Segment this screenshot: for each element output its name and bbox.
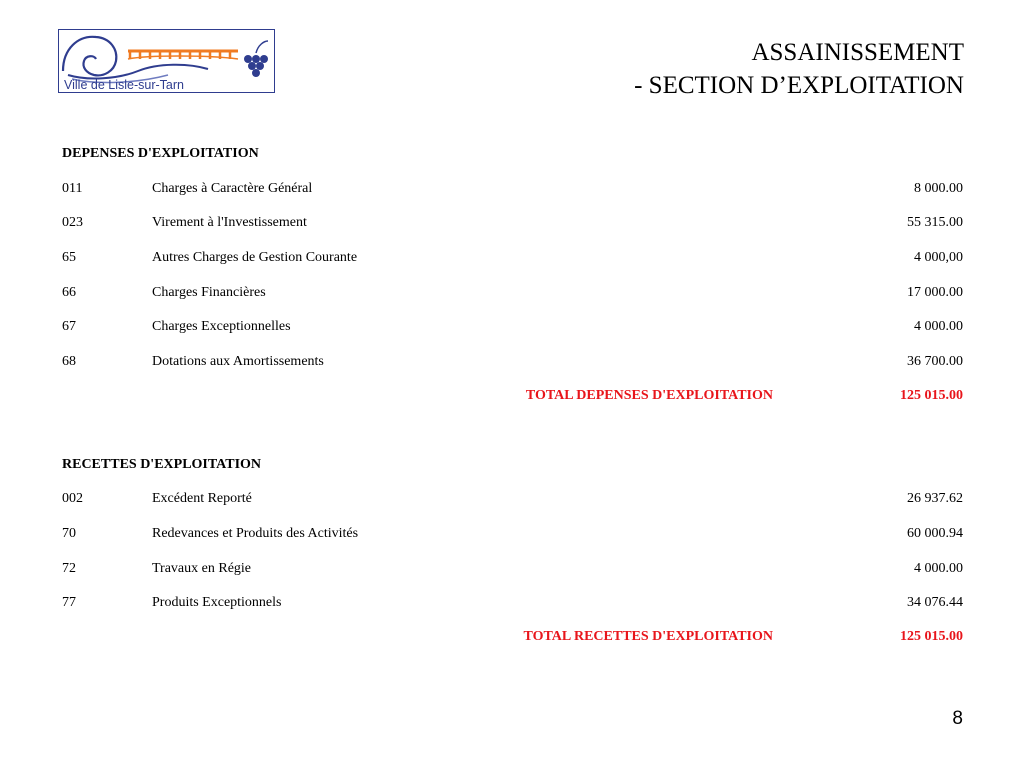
row-label: Travaux en Régie <box>152 561 252 576</box>
row-amount: 4 000,00 <box>914 250 963 265</box>
logo-text: Ville de Lisle-sur-Tarn <box>64 78 184 92</box>
table-row <box>62 525 963 543</box>
row-code: 023 <box>62 215 83 230</box>
row-amount: 4 000.00 <box>914 561 963 576</box>
city-logo <box>58 29 275 93</box>
depenses-total-row <box>62 387 963 405</box>
table-row <box>62 560 963 578</box>
row-label: Excédent Reporté <box>152 491 252 506</box>
row-amount: 34 076.44 <box>907 595 963 610</box>
row-label: Redevances et Produits des Activités <box>152 526 359 541</box>
row-amount: 36 700.00 <box>907 354 963 369</box>
title-line-2: - SECTION D’EXPLOITATION <box>634 72 964 99</box>
row-code: 002 <box>62 491 83 506</box>
row-code: 68 <box>62 354 76 369</box>
title-line-1: ASSAINISSEMENT <box>751 39 964 66</box>
table-row <box>62 594 963 612</box>
row-label: Charges Financières <box>152 285 266 300</box>
total-label: TOTAL RECETTES D'EXPLOITATION <box>523 629 773 644</box>
table-row <box>62 318 963 336</box>
recettes-heading: RECETTES D'EXPLOITATION <box>62 457 262 472</box>
row-code: 67 <box>62 319 76 334</box>
row-amount: 4 000.00 <box>914 319 963 334</box>
table-row <box>62 284 963 302</box>
page-number: 8 <box>952 708 963 729</box>
row-code: 70 <box>62 526 76 541</box>
row-label: Dotations aux Amortissements <box>152 354 324 369</box>
row-label: Virement à l'Investissement <box>152 215 307 230</box>
row-code: 77 <box>62 595 76 610</box>
table-row <box>62 180 963 198</box>
row-amount: 60 000.94 <box>907 526 963 541</box>
row-code: 65 <box>62 250 76 265</box>
row-amount: 8 000.00 <box>914 181 963 196</box>
row-code: 66 <box>62 285 76 300</box>
total-label: TOTAL DEPENSES D'EXPLOITATION <box>525 388 773 403</box>
depenses-heading: DEPENSES D'EXPLOITATION <box>62 146 259 161</box>
city-logo-icon <box>58 29 275 93</box>
total-amount: 125 015.00 <box>900 629 963 644</box>
row-label: Charges à Caractère Général <box>152 181 313 196</box>
table-row <box>62 249 963 267</box>
row-code: 72 <box>62 561 76 576</box>
row-code: 011 <box>62 181 83 196</box>
table-row <box>62 353 963 371</box>
row-label: Produits Exceptionnels <box>152 595 282 610</box>
table-row <box>62 214 963 232</box>
row-label: Autres Charges de Gestion Courante <box>152 250 358 265</box>
recettes-total-row <box>62 628 963 646</box>
total-amount: 125 015.00 <box>900 388 963 403</box>
row-amount: 26 937.62 <box>907 491 963 506</box>
page-title <box>634 36 964 102</box>
row-amount: 55 315.00 <box>907 215 963 230</box>
row-label: Charges Exceptionnelles <box>152 319 291 334</box>
row-amount: 17 000.00 <box>907 285 963 300</box>
table-row <box>62 490 963 508</box>
